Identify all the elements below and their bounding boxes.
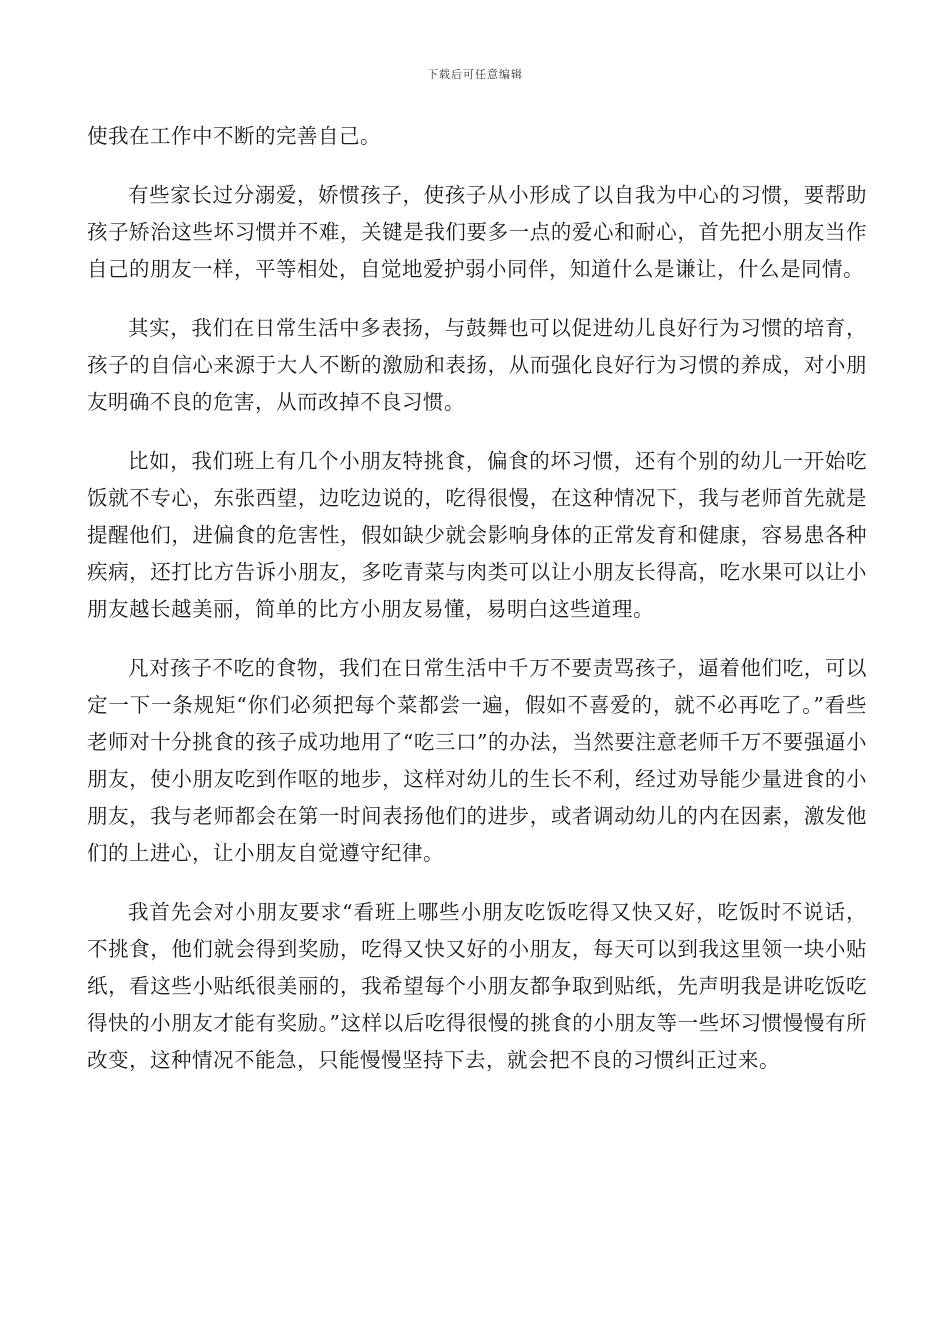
document-body: [87, 118, 867, 1101]
paragraph-6: 我首先会对小朋友要求“看班上哪些小朋友吃饭吃得又快又好，吃饭时不说话，不挑食，他们就会得到奖励，吃得又快又好的小朋友，每天可以到我这里领一块小贴纸，看这些小贴纸很美丽的，我希望每个小朋友都争取到贴纸，先声明我是讲吃饭吃得快的小朋友才能有奖励。”这样以后吃得很慢的挑食的小朋友等一些坏习惯慢慢有所改变，这种情况不能急，只能慢慢坚持下去，就会把不良的习惯纠正过来。: [87, 900, 867, 1072]
paragraph-4: 比如，我们班上有几个小朋友特挑食，偏食的坏习惯，还有个别的幼儿一开始吃饭就不专心，东张西望，边吃边说的，吃得很慢，在这种情况下，我与老师首先就是提醒他们，进偏食的危害性，假如缺少就会影响身体的正常发育和健康，容易患各种疾病，还打比方告诉小朋友，多吃青菜与肉类可以让小朋友长得高，吃水果可以让小朋友越长越美丽，简单的比方小朋友易懂，易明白这些道理。: [87, 449, 867, 621]
paragraph-1: 使我在工作中不断的完善自己。: [87, 124, 381, 148]
paragraph-2: 有些家长过分溺爱，娇惯孩子，使孩子从小形成了以自我为中心的习惯，要帮助孩子矫治这些坏习惯并不难，关键是我们要多一点的爱心和耐心，首先把小朋友当作自己的朋友一样，平等相处，自觉地爱护弱小同伴，知道什么是谦让，什么是同情。: [87, 183, 867, 281]
paragraph-3: 其实，我们在日常生活中多表扬，与鼓舞也可以促进幼儿良好行为习惯的培育，孩子的自信心来源于大人不断的激励和表扬，从而强化良好行为习惯的养成，对小朋友明确不良的危害，从而改掉不良习惯。: [87, 316, 867, 414]
paragraph-5: 凡对孩子不吃的食物，我们在日常生活中千万不要责骂孩子，逼着他们吃，可以定一下一条规矩“你们必须把每个菜都尝一遍，假如不喜爱的，就不必再吃了。”看些老师对十分挑食的孩子成功地用了“吃三口”的办法，当然要注意老师千万不要强逼小朋友，使小朋友吃到作呕的地步，这样对幼儿的生长不利，经过劝导能少量进食的小朋友，我与老师都会在第一时间表扬他们的进步，或者调动幼儿的内在因素，激发他们的上进心，让小朋友自觉遵守纪律。: [87, 656, 867, 865]
page-header: 下载后可任意编辑: [427, 68, 523, 81]
